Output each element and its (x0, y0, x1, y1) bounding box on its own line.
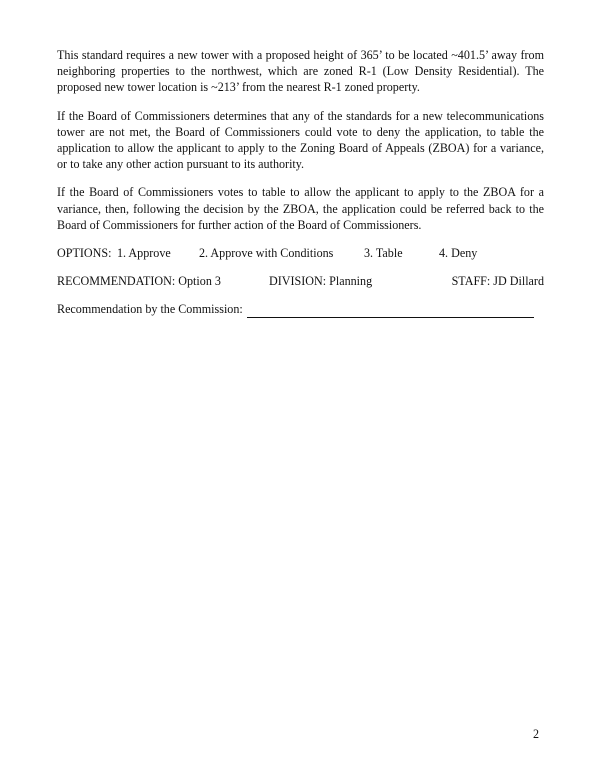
paragraph-table-zboa: If the Board of Commissioners votes to table to allow the applicant to apply to the ZBOA for a variance, then, following the decision by the ZBOA, the application could be referred back to the Board of Commissioners for further action of the Board of Commissioners. (57, 185, 544, 232)
commission-label: Recommendation by the Commission: (57, 302, 243, 317)
page-number: 2 (533, 727, 540, 741)
option-approve-with-conditions: 2. Approve with Conditions (199, 246, 334, 261)
division-text: DIVISION: Planning (269, 274, 373, 289)
option-deny: 4. Deny (439, 246, 478, 261)
options-label: OPTIONS: (57, 246, 112, 261)
document-body (57, 47, 544, 318)
paragraph-tower-standard: This standard requires a new tower with a proposed height of 365’ to be located ~401.5’ away from neighboring properties to the northwest, which are zoned R-1 (Low Density Residential). The proposed new tower location is ~213’ from the nearest R-1 zoned property. (57, 48, 544, 95)
option-approve: 1. Approve (117, 246, 171, 261)
recommendation-row (57, 273, 544, 289)
options-row (57, 245, 544, 261)
commission-recommendation-row (57, 301, 544, 317)
commission-signature-line (247, 305, 534, 318)
recommendation-text: RECOMMENDATION: Option 3 (57, 274, 221, 289)
staff-text: STAFF: JD Dillard (451, 274, 544, 289)
paragraph-board-determination: If the Board of Commissioners determines that any of the standards for a new telecommunications tower are not met, the Board of Commissioners could vote to deny the application, to table the application to allow the applicant to apply to the Zoning Board of Appeals (ZBOA) for a variance, or to take any other action pursuant to its authority. (57, 108, 544, 172)
option-table: 3. Table (364, 246, 403, 261)
